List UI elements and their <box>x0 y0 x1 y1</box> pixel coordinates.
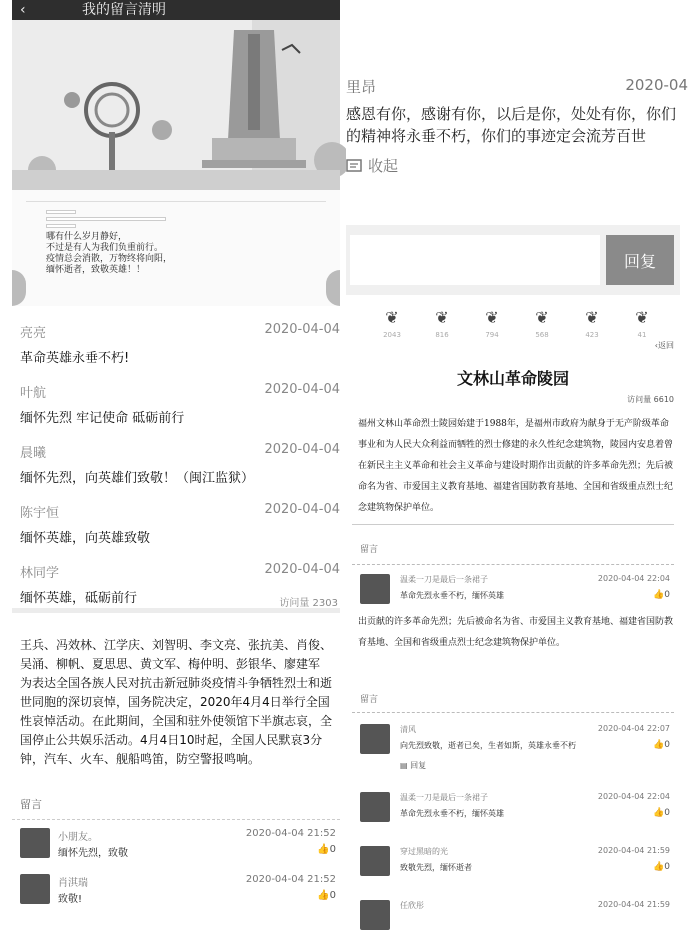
comment-author: 温柔一刀是最后一条裙子 <box>400 793 488 802</box>
message-text <box>46 232 326 276</box>
list-item[interactable] <box>12 438 340 498</box>
comment-date: 2020-04-04 <box>264 382 340 397</box>
like-button[interactable] <box>317 844 336 855</box>
comment-row[interactable] <box>346 568 674 614</box>
poster-header <box>12 0 340 20</box>
comment-row[interactable] <box>346 894 674 940</box>
offering-count: 41 <box>637 331 647 339</box>
memorial-poster-panel <box>12 0 340 306</box>
like-count: 0 <box>664 862 670 872</box>
offering-count: 568 <box>535 331 549 339</box>
like-button[interactable] <box>653 808 670 818</box>
article-text-tail: 出贡献的许多革命先烈；先后被命名为省、市爱国主义教育基地、福建省国防教育基地、全国和省级重点烈士纪念建筑物保护单位。 <box>358 617 674 648</box>
like-icon: 👍 <box>653 808 665 818</box>
offering-count: 816 <box>435 331 449 339</box>
comment-author: 里昂 <box>346 78 377 96</box>
comment-text: 革命英雄永垂不朽! <box>20 351 130 366</box>
divider <box>352 712 674 713</box>
offering-item[interactable] <box>372 308 412 339</box>
plant-icon: ❦ <box>635 308 649 327</box>
poster-header-title: 我的留言清明 <box>82 2 166 18</box>
visit-count: 访问量 2303 <box>279 598 338 609</box>
message-line: 哪有什么岁月静好， <box>46 232 128 242</box>
form-header <box>26 198 326 202</box>
comment-text: 向先烈致敬，逝者已矣，生者如斯，英雄永垂不朽 <box>400 741 576 750</box>
plant-icon: ❦ <box>585 308 599 327</box>
comment-date: 2020-04-04 21:52 <box>245 874 336 885</box>
plant-icon: ❦ <box>385 308 399 327</box>
collapse-icon <box>346 158 362 174</box>
comment-list-panel <box>12 318 340 613</box>
comment-row[interactable] <box>12 822 340 868</box>
form-field[interactable] <box>46 217 166 221</box>
form-field[interactable] <box>46 210 76 214</box>
reply-bar <box>346 225 680 295</box>
like-count: 0 <box>664 590 670 600</box>
comment-text: 缅怀英雄，砥砺前行 <box>20 591 138 606</box>
offering-count: 2043 <box>383 331 401 339</box>
comment-meta <box>346 68 688 103</box>
comment-text: 致敬! <box>58 894 83 905</box>
comment-date: 2020-04-04 21:59 <box>597 846 670 855</box>
comment-text: 缅怀英雄，向英雄致敬 <box>20 531 151 546</box>
form-field[interactable] <box>46 224 76 228</box>
list-item[interactable] <box>12 378 340 438</box>
divider <box>352 564 674 565</box>
plant-icon: ❦ <box>535 308 549 327</box>
like-count: 0 <box>329 844 336 855</box>
comment-row[interactable] <box>346 786 674 832</box>
message-line: 疫情总会消散，万物终将向阳， <box>46 254 173 264</box>
comment-author: 晨曦 <box>20 446 47 461</box>
reply-label: 回复 <box>410 761 427 770</box>
back-arrow-icon: ‹ <box>654 341 658 350</box>
avatar <box>20 828 50 858</box>
comment-text: 革命先烈永垂不朽，缅怀英雄 <box>400 809 504 818</box>
comment-row[interactable] <box>346 718 674 782</box>
like-button[interactable] <box>653 590 670 600</box>
article-text: 王兵、冯效林、江学庆、刘智明、李文亮、张抗美、肖俊、吴涌、柳帆、夏思思、黄文军、梅仲明、彭银华、廖建军 为表达全国各族人民对抗击新冠肺炎疫情斗争牺牲烈士和逝世同胞的深切哀悼，国务院决定，2020年4月4日举行全国性哀悼活动。在此期间，全国和驻外使领馆下半旗志哀，全国停止公共娱乐活动。4月4日10时起，全国人民默哀3分钟，汽车、火车、舰船鸣笛，防空警报鸣响。 <box>20 638 333 766</box>
comment-date: 2020-04-04 <box>264 442 340 457</box>
plant-icon: ❦ <box>485 308 499 327</box>
avatar <box>360 724 390 754</box>
avatar <box>360 846 390 876</box>
offering-item[interactable] <box>622 308 662 339</box>
comment-author: 穿过黑暗的光 <box>400 847 448 856</box>
comment-date: 2020-04-04 22:04 <box>597 574 670 583</box>
message-line: 不过是有人为我们负重前行。 <box>46 243 164 253</box>
comment-author: 肖淇瑞 <box>58 878 88 889</box>
form-row <box>26 217 326 221</box>
article-text: 福州文林山革命烈士陵园始建于1988年，是福州市政府为献身于无产阶级革命事业和为人民大众利益而牺牲的烈士修建的永久性纪念建筑物，陵园内安息着曾在新民主主义革命和社会主义革命与建设时期作出贡献的许多革命先烈；先后被命名为省、市爱国主义教育基地、福建省国防教育基地、全国和省级重点烈士纪念建筑物保护单位。 <box>358 419 674 513</box>
comment-date: 2020-04-04 22:04 <box>597 792 670 801</box>
message-section-header: 留言 <box>360 695 379 705</box>
comment-text: 感恩有你，感谢有你，以后是你，处处有你，你们的精神将永垂不朽，你们的事迹定会流芳百世 <box>346 105 677 145</box>
like-icon: 👍 <box>317 844 330 855</box>
back-arrow-icon[interactable]: ‹ <box>20 2 26 18</box>
avatar <box>360 574 390 604</box>
like-icon: 👍 <box>317 890 330 901</box>
list-item[interactable] <box>12 318 340 378</box>
reply-icon: ▤ <box>400 761 411 770</box>
reply-button[interactable]: 回复 <box>606 235 674 285</box>
message-section-header: 留言 <box>12 784 340 820</box>
page-title: 文林山革命陵园 <box>456 369 569 388</box>
like-button[interactable] <box>317 890 336 901</box>
comment-text: 缅怀先烈，向英雄们致敬！（闽江监狱） <box>20 471 255 486</box>
comment-author: 清风 <box>400 725 416 734</box>
comment-date: 2020-04-04 21:59 <box>597 900 670 909</box>
visit-count: 访问量 6610 <box>627 395 674 404</box>
comment-date: 2020-04-04 21:52 <box>245 828 336 839</box>
comment-date: 2020-04-04 <box>264 562 340 577</box>
like-count: 0 <box>329 890 336 901</box>
comment-author: 陈宇恒 <box>20 506 60 521</box>
back-label: 返回 <box>658 341 674 350</box>
like-count: 0 <box>664 740 670 750</box>
form-row <box>26 210 326 214</box>
like-icon: 👍 <box>653 590 665 600</box>
comment-author: 小朋友。 <box>58 832 98 843</box>
next-slide-handle[interactable] <box>326 270 340 306</box>
avatar <box>20 874 50 904</box>
collapse-label: 收起 <box>368 157 399 175</box>
like-count: 0 <box>664 808 670 818</box>
plant-icon: ❦ <box>435 308 449 327</box>
avatar <box>360 900 390 930</box>
offering-item[interactable] <box>472 308 512 339</box>
like-button[interactable] <box>653 862 670 872</box>
offering-item[interactable] <box>422 308 462 339</box>
form-row <box>26 224 326 228</box>
comment-row[interactable] <box>12 868 340 914</box>
offering-row <box>346 306 680 344</box>
comment-author: 温柔一刀是最后一条裙子 <box>400 575 488 584</box>
cemetery-article-panel <box>346 306 680 922</box>
offering-item[interactable] <box>522 308 562 339</box>
comment-date: 2020-04 <box>625 76 688 94</box>
comment-author: 叶航 <box>20 386 47 401</box>
comment-date: 2020-04-04 <box>264 322 340 337</box>
comment-author: 亮亮 <box>20 326 47 341</box>
divider <box>352 524 674 525</box>
reply-button[interactable] <box>400 760 426 771</box>
like-icon: 👍 <box>653 862 665 872</box>
comment-text: 缅怀先烈 牢记使命 砥砺前行 <box>20 411 185 426</box>
list-item[interactable] <box>12 498 340 558</box>
back-button[interactable] <box>655 340 674 351</box>
comment-row[interactable] <box>346 840 674 886</box>
comment-author: 林同学 <box>20 566 60 581</box>
message-line: 缅怀逝者，致敬英雄！！ <box>46 265 146 275</box>
comment-author: 任欣彤 <box>400 901 424 910</box>
monument-illustration <box>12 20 340 190</box>
message-section-header: 留言 <box>360 545 379 555</box>
offering-count: 423 <box>585 331 599 339</box>
comment-text: 革命先烈永垂不朽，缅怀英雄 <box>400 591 504 600</box>
avatar <box>360 792 390 822</box>
comment-text: 缅怀先烈，致敬 <box>58 848 128 859</box>
offering-item[interactable] <box>572 308 612 339</box>
message-form <box>12 190 340 306</box>
comment-detail-panel <box>346 68 688 298</box>
reply-input[interactable] <box>350 235 600 285</box>
comment-date: 2020-04-04 <box>264 502 340 517</box>
memorial-article-panel <box>12 616 340 922</box>
like-button[interactable] <box>653 740 670 750</box>
comment-text: 致敬先烈，缅怀逝者 <box>400 863 472 872</box>
comment-date: 2020-04-04 22:07 <box>597 724 670 733</box>
offering-count: 794 <box>485 331 499 339</box>
like-icon: 👍 <box>653 740 665 750</box>
collapse-button[interactable] <box>346 155 680 176</box>
